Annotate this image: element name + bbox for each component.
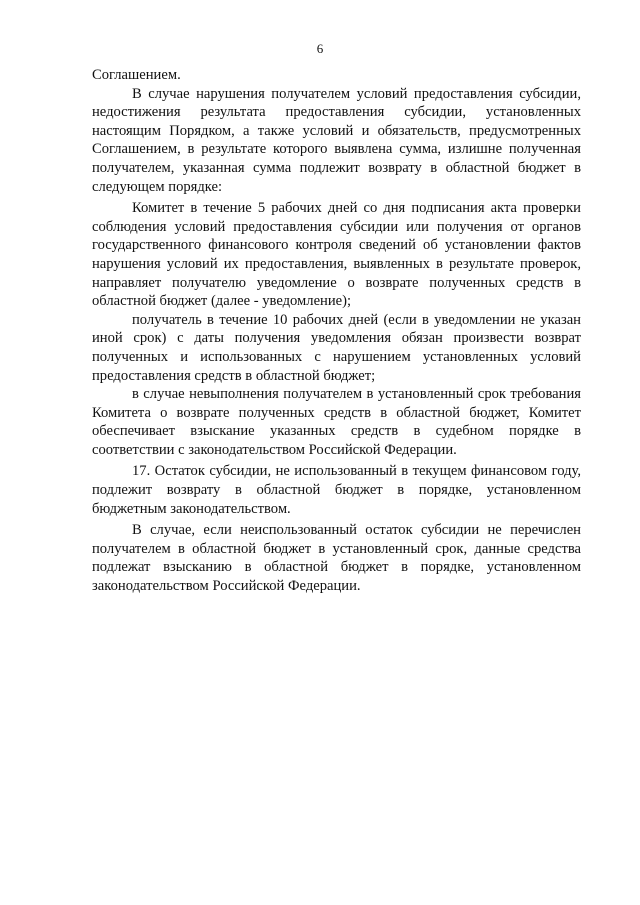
document-body — [92, 66, 581, 596]
paragraph-continuation: Соглашением. — [92, 67, 181, 83]
page-number: 6 — [316, 41, 324, 56]
paragraph-unused-remainder: В случае, если неиспользованный остаток субсидии не перечислен получателем в областной бюджет в установленный срок, данные средства подлежат взысканию в областной бюджет в порядке, установленном законодательством Российской Федерации. — [92, 522, 581, 595]
paragraph-item-17: 17. Остаток субсидии, не использованный в текущем финансовом году, подлежит возврату в областной бюджет в порядке, установленном бюджетным законодательством. — [92, 463, 581, 517]
paragraph-violation-refund: В случае нарушения получателем условий предоставления субсидии, недостижения результата предоставления субсидии, установленных настоящим Порядком, а также условий и обязательств, предусмотренных Соглашением, в результате которого выявлена сумма, излишне полученная получателем, указанная сумма подлежит возврату в областной бюджет в следующем порядке: — [92, 85, 581, 195]
paragraph-judicial-recovery: в случае невыполнения получателем в установленный срок требования Комитета о возврате полученных средств в областной бюджет, Комитет обеспечивает взыскание указанных средств в судебном порядке в соответствии с законодательством Российской Федерации. — [92, 386, 581, 458]
paragraph-recipient-refund: получатель в течение 10 рабочих дней (если в уведомлении не указан иной срок) с даты получения уведомления обязан произвести возврат полученных и использованных с нарушением установленных условий предоставления средств в областной бюджет; — [92, 311, 581, 384]
paragraph-committee-notice: Комитет в течение 5 рабочих дней со дня подписания акта проверки соблюдения условий предоставления субсидии или получения от органов государственного финансового контроля сведений об установлении фактов нарушения условий их предоставления, выявленных в результате проверок, направляет получателю уведомление о возврате полученных средств в областной бюджет (далее - уведомление); — [92, 200, 581, 310]
